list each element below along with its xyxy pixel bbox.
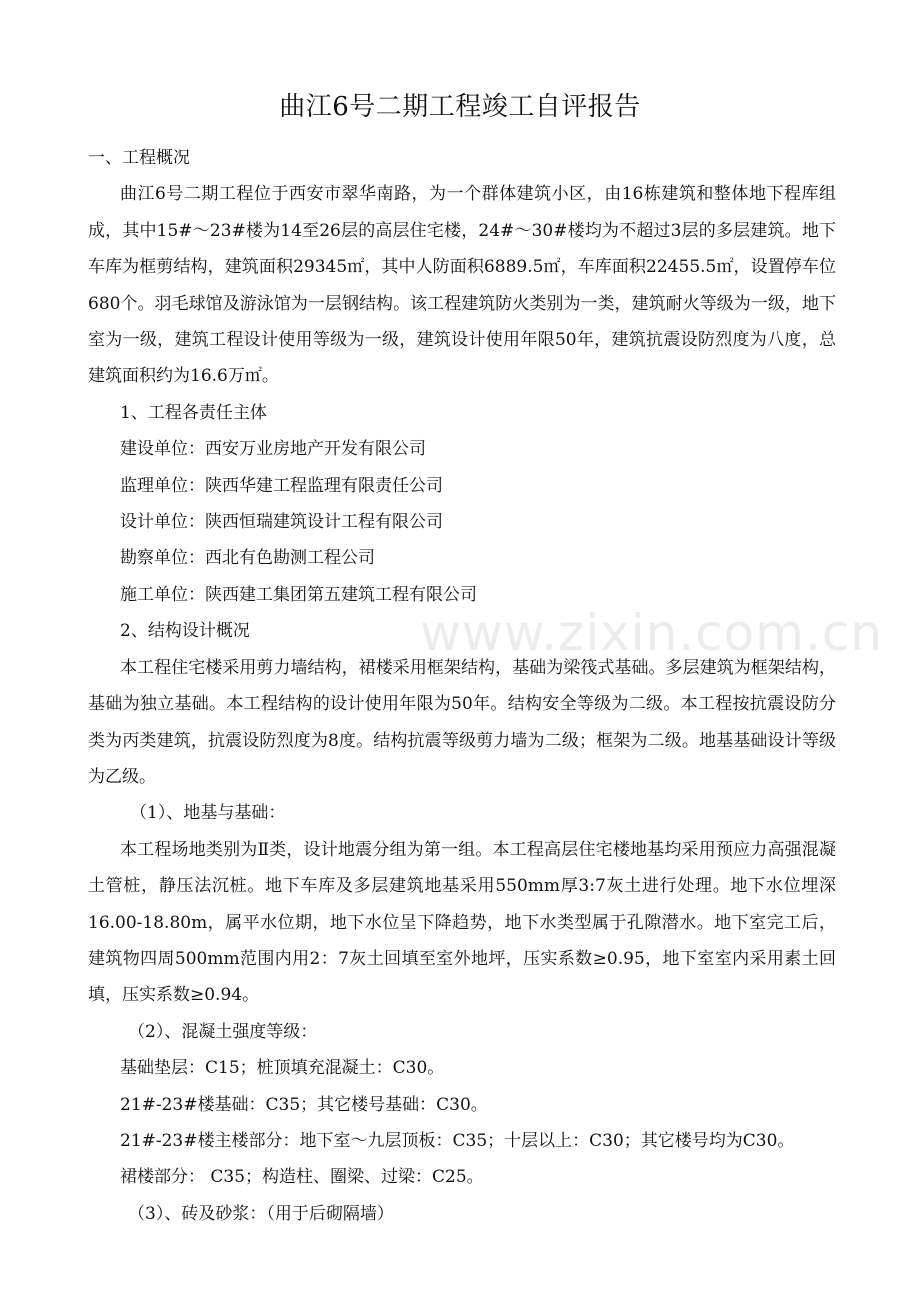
- concrete-line-1: 基础垫层：C15；桩顶填充混凝土：C30。: [120, 1058, 445, 1079]
- subheading-responsible-parties: 1、工程各责任主体: [120, 402, 267, 423]
- concrete-line-3: 21#-23#楼主楼部分：地下室～九层顶板：C35；十层以上：C30；其它楼号均为C30。: [120, 1130, 795, 1151]
- party-contractor: 施工单位：陕西建工集团第五建筑工程有限公司: [120, 584, 477, 605]
- watermark: www.zixin.com.cn: [420, 604, 884, 662]
- paragraph-overview: 曲江6号二期工程位于西安市翠华南路，为一个群体建筑小区，由16栋建筑和整体地下程库组成，其中15#～23#楼为14至26层的高层住宅楼，24#～30#楼均为不超过3层的多层建筑。地下车库为框剪结构，建筑面积29345㎡，其中人防面积6889.5㎡，车库面积22455.5㎡，设置停车位680个。羽毛球馆及游泳馆为一层钢结构。该工程建筑防火类别为一类，建筑耐火等级为一级，地下室为一级，建筑工程设计使用等级为一级，建筑设计使用年限50年，建筑抗震设防烈度为八度，总建筑面积约为16.6万㎡。: [88, 184, 836, 387]
- party-construction-unit: 建设单位：西安万业房地产开发有限公司: [120, 439, 426, 460]
- subheading-brick-mortar: （3）、砖及砂浆：（用于后砌隔墙）: [128, 1203, 394, 1224]
- subheading-foundation: （1）、地基与基础：: [130, 803, 286, 824]
- concrete-line-4: 裙楼部分： C35；构造柱、圈梁、过梁：C25。: [120, 1167, 484, 1188]
- document-body: [88, 140, 836, 1232]
- concrete-line-2: 21#-23#楼基础：C35；其它楼号基础：C30。: [120, 1094, 488, 1115]
- subheading-concrete-grade: （2）、混凝土强度等级：: [128, 1021, 318, 1042]
- party-supervision-unit: 监理单位：陕西华建工程监理有限责任公司: [120, 475, 443, 496]
- party-survey-unit: 勘察单位：西北有色勘测工程公司: [120, 548, 375, 569]
- paragraph-foundation: 本工程场地类别为Ⅱ类，设计地震分组为第一组。本工程高层住宅楼地基均采用预应力高强混凝土管桩，静压法沉桩。地下车库及多层建筑地基采用550mm厚3:7灰土进行处理。地下水位埋深16.00-18.80m，属平水位期，地下水位呈下降趋势，地下水类型属于孔隙潜水。地下室完工后，建筑物四周500mm范围内用2：7灰土回填至室外地坪，压实系数≥0.95，地下室室内采用素土回填，压实系数≥0.94。: [88, 839, 836, 1006]
- party-design-unit: 设计单位：陕西恒瑞建筑设计工程有限公司: [120, 512, 443, 533]
- document-title: 曲江6号二期工程竣工自评报告: [279, 92, 641, 122]
- paragraph-structural-design: 本工程住宅楼采用剪力墙结构，裙楼采用框架结构，基础为梁筏式基础。多层建筑为框架结构，基础为独立基础。本工程结构的设计使用年限为50年。结构安全等级为二级。本工程按抗震设防分类为丙类建筑，抗震设防烈度为8度。结构抗震等级剪力墙为二级；框架为二级。地基基础设计等级为乙级。: [88, 657, 836, 787]
- subheading-structural-design: 2、结构设计概况: [120, 621, 250, 642]
- section-heading-overview: 一、工程概况: [88, 148, 190, 168]
